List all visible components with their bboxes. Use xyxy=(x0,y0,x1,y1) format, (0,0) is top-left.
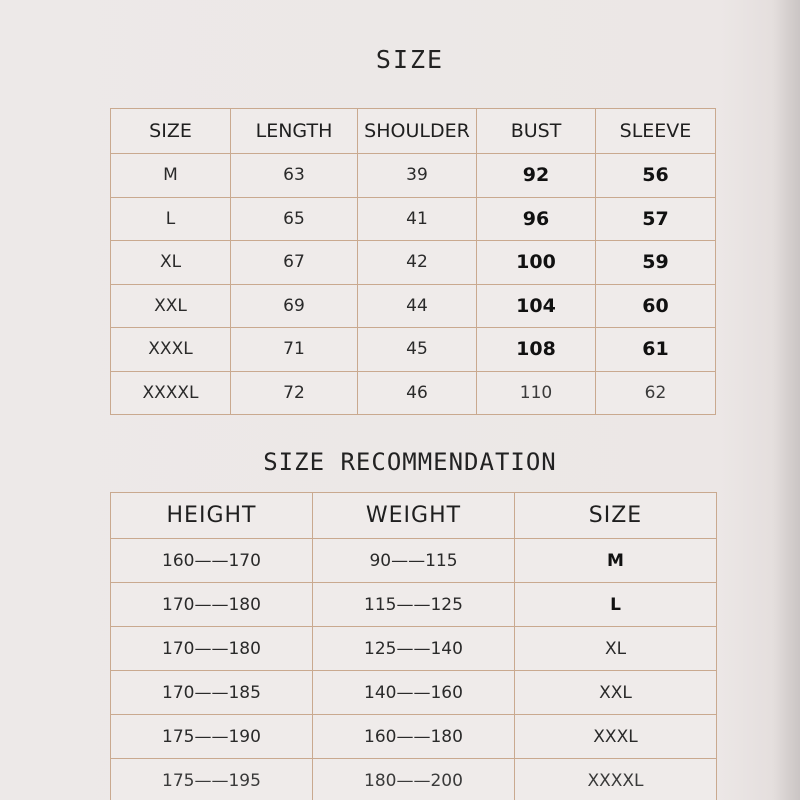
weight-cell: 125——140 xyxy=(313,627,515,671)
height-cell: 170——185 xyxy=(111,671,313,715)
bust-cell: 110 xyxy=(477,371,596,415)
sleeve-cell: 61 xyxy=(596,328,716,372)
recommended-size-cell: L xyxy=(515,583,717,627)
shoulder-cell: 42 xyxy=(358,241,477,285)
size-cell: M xyxy=(111,154,231,198)
length-cell: 65 xyxy=(231,197,358,241)
column-header-height: HEIGHT xyxy=(111,493,313,539)
height-cell: 160——170 xyxy=(111,539,313,583)
height-cell: 170——180 xyxy=(111,583,313,627)
table-row xyxy=(111,627,717,671)
table-row xyxy=(111,197,716,241)
weight-cell: 115——125 xyxy=(313,583,515,627)
height-cell: 175——190 xyxy=(111,715,313,759)
size-cell: XXXXL xyxy=(111,371,231,415)
length-cell: 71 xyxy=(231,328,358,372)
recommended-size-cell: XXXXL xyxy=(515,759,717,800)
table-row xyxy=(111,371,716,415)
size-cell: XXXL xyxy=(111,328,231,372)
bust-cell: 92 xyxy=(477,154,596,198)
column-header-size: SIZE xyxy=(515,493,717,539)
length-cell: 67 xyxy=(231,241,358,285)
sleeve-cell: 56 xyxy=(596,154,716,198)
weight-cell: 140——160 xyxy=(313,671,515,715)
column-header-weight: WEIGHT xyxy=(313,493,515,539)
size-cell: XL xyxy=(111,241,231,285)
size-recommendation-table xyxy=(110,492,717,800)
recommended-size-cell: XXL xyxy=(515,671,717,715)
height-cell: 170——180 xyxy=(111,627,313,671)
bust-cell: 96 xyxy=(477,197,596,241)
table-row xyxy=(111,539,717,583)
weight-cell: 180——200 xyxy=(313,759,515,800)
sleeve-cell: 62 xyxy=(596,371,716,415)
bust-cell: 108 xyxy=(477,328,596,372)
table-header-row xyxy=(111,109,716,154)
shoulder-cell: 46 xyxy=(358,371,477,415)
table-row xyxy=(111,759,717,800)
column-header-length: LENGTH xyxy=(231,109,358,154)
size-cell: L xyxy=(111,197,231,241)
weight-cell: 90——115 xyxy=(313,539,515,583)
table-row xyxy=(111,328,716,372)
table-row xyxy=(111,284,716,328)
length-cell: 72 xyxy=(231,371,358,415)
size-recommendation-title: SIZE RECOMMENDATION xyxy=(263,448,557,476)
sleeve-cell: 57 xyxy=(596,197,716,241)
sleeve-cell: 59 xyxy=(596,241,716,285)
height-cell: 175——195 xyxy=(111,759,313,800)
table-row xyxy=(111,154,716,198)
size-measurement-table xyxy=(110,108,716,415)
page-edge-shadow xyxy=(772,0,800,800)
length-cell: 63 xyxy=(231,154,358,198)
recommended-size-cell: XL xyxy=(515,627,717,671)
bust-cell: 104 xyxy=(477,284,596,328)
sleeve-cell: 60 xyxy=(596,284,716,328)
table-row xyxy=(111,715,717,759)
size-cell: XXL xyxy=(111,284,231,328)
table-header-row xyxy=(111,493,717,539)
shoulder-cell: 39 xyxy=(358,154,477,198)
column-header-size: SIZE xyxy=(111,109,231,154)
shoulder-cell: 41 xyxy=(358,197,477,241)
length-cell: 69 xyxy=(231,284,358,328)
recommended-size-cell: M xyxy=(515,539,717,583)
shoulder-cell: 44 xyxy=(358,284,477,328)
bust-cell: 100 xyxy=(477,241,596,285)
column-header-shoulder: SHOULDER xyxy=(358,109,477,154)
column-header-sleeve: SLEEVE xyxy=(596,109,716,154)
table-row xyxy=(111,671,717,715)
shoulder-cell: 45 xyxy=(358,328,477,372)
table-row xyxy=(111,583,717,627)
table-row xyxy=(111,241,716,285)
weight-cell: 160——180 xyxy=(313,715,515,759)
size-chart-title: SIZE xyxy=(375,45,445,74)
recommended-size-cell: XXXL xyxy=(515,715,717,759)
column-header-bust: BUST xyxy=(477,109,596,154)
